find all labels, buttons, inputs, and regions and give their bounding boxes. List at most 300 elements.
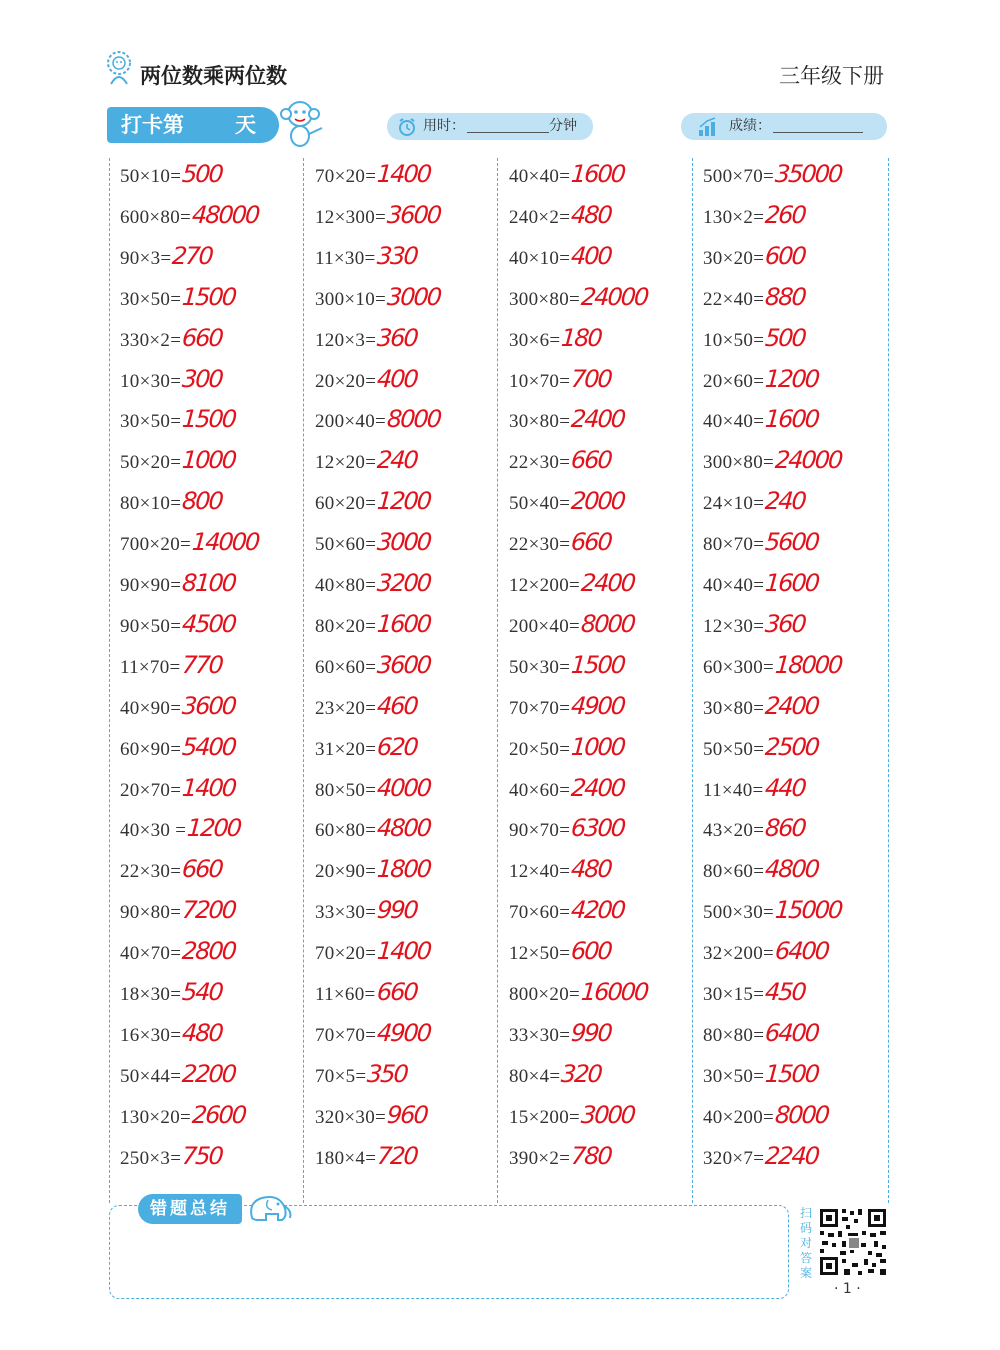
problem-row (110, 1140, 304, 1181)
problem-row (693, 1058, 887, 1099)
grade-label: 三年级下册 (779, 64, 884, 88)
problem-expression: 30×50= (120, 411, 182, 433)
problem-row (693, 240, 887, 281)
problem-expression: 90×90= (120, 575, 182, 596)
problem-row (499, 935, 693, 976)
problem-expression: 600×80= (120, 206, 192, 228)
problem-expression: 40×40= (703, 411, 765, 433)
problem-row (305, 976, 499, 1017)
handwritten-answer: 300 (181, 364, 223, 393)
score-input-line[interactable] (773, 116, 863, 133)
problem-row (305, 1017, 499, 1058)
problem-expression: 80×20= (315, 615, 377, 637)
problem-expression: 12×50= (509, 943, 571, 965)
problem-row (110, 1017, 304, 1058)
problem-expression: 10×50= (703, 329, 765, 351)
problem-row (499, 363, 693, 404)
problem-row (110, 526, 304, 567)
handwritten-answer: 880 (764, 282, 806, 311)
handwritten-answer: 8000 (774, 1100, 830, 1129)
handwritten-answer: 660 (570, 528, 612, 557)
problem-expression: 130×20= (120, 1106, 192, 1128)
handwritten-answer: 14000 (191, 528, 260, 557)
problem-expression: 80×4= (509, 1065, 561, 1087)
problem-row (305, 281, 499, 322)
problem-row (110, 158, 304, 199)
problem-expression: 50×10= (120, 166, 182, 187)
problem-row (499, 812, 693, 853)
problem-expression: 120×3= (315, 329, 377, 351)
handwritten-answer: 4500 (181, 609, 237, 638)
problem-expression: 70×20= (315, 943, 377, 965)
handwritten-answer: 1500 (181, 405, 237, 434)
handwritten-answer: 1600 (764, 405, 820, 434)
problem-expression: 500×30= (703, 902, 775, 924)
handwritten-answer: 1600 (764, 569, 820, 597)
problem-row (110, 199, 304, 240)
handwritten-answer: 2400 (580, 569, 636, 597)
time-used-field (387, 113, 593, 140)
problem-row (693, 567, 887, 608)
handwritten-answer: 48000 (191, 200, 260, 229)
problem-row (693, 608, 887, 649)
problem-expression: 330×2= (120, 329, 182, 351)
problem-row (305, 444, 499, 485)
handwritten-answer: 3000 (376, 528, 432, 557)
handwritten-answer: 3600 (181, 691, 237, 720)
problem-row (305, 199, 499, 240)
problem-expression: 200×40= (315, 411, 387, 433)
time-input-line[interactable] (467, 116, 549, 133)
problem-expression: 30×20= (703, 247, 765, 269)
handwritten-answer: 1400 (376, 937, 432, 966)
handwritten-answer: 2400 (570, 405, 626, 434)
problem-row (499, 322, 693, 363)
problem-row (110, 812, 304, 853)
problem-row (110, 935, 304, 976)
handwritten-answer: 1400 (181, 773, 237, 802)
problem-expression: 11×60= (315, 984, 376, 1005)
problem-row (693, 363, 887, 404)
problem-row (693, 976, 887, 1017)
page-number: · 1 · (834, 1281, 861, 1297)
handwritten-answer: 1000 (181, 446, 237, 475)
book-title: 两位数乘两位数 (140, 64, 287, 88)
problem-row (499, 976, 693, 1017)
handwritten-answer: 3600 (386, 200, 442, 229)
handwritten-answer: 15000 (774, 896, 843, 925)
problem-row (305, 608, 499, 649)
problem-row (110, 772, 304, 813)
bar-chart-icon (697, 116, 719, 138)
problem-expression: 12×20= (315, 452, 377, 474)
handwritten-answer: 1500 (181, 282, 237, 311)
problem-expression: 15×200= (509, 1106, 581, 1128)
problem-row (693, 731, 887, 772)
handwritten-answer: 2400 (570, 773, 626, 802)
scan-for-answers-label: 扫码对答案 (799, 1206, 812, 1280)
handwritten-answer: 770 (181, 650, 223, 679)
problem-row (499, 649, 693, 690)
elephant-icon (244, 1188, 294, 1226)
problem-expression: 10×30= (120, 370, 182, 392)
handwritten-answer: 1400 (376, 160, 432, 188)
problem-expression: 32×200= (703, 943, 775, 965)
problem-expression: 11×30= (315, 247, 376, 269)
problem-expression: 250×3= (120, 1147, 182, 1169)
problem-row (305, 853, 499, 894)
problem-expression: 40×70= (120, 943, 182, 965)
problem-row (305, 403, 499, 444)
handwritten-answer: 180 (560, 323, 602, 352)
handwritten-answer: 1200 (376, 487, 432, 516)
problem-expression: 11×40= (703, 779, 764, 801)
handwritten-answer: 1600 (376, 609, 432, 638)
problem-expression: 12×300= (315, 206, 387, 228)
handwritten-answer: 3200 (376, 569, 432, 597)
handwritten-answer: 600 (764, 241, 806, 270)
problem-row (499, 199, 693, 240)
problem-row (110, 567, 304, 608)
problem-row (499, 1058, 693, 1099)
handwritten-answer: 960 (386, 1100, 428, 1129)
problem-expression: 33×30= (315, 902, 377, 924)
problem-expression: 22×30= (509, 534, 571, 556)
score-label: 成绩： (729, 118, 771, 134)
handwritten-answer: 1000 (570, 732, 626, 761)
qr-code[interactable] (818, 1207, 888, 1277)
problem-expression: 20×20= (315, 370, 377, 392)
problem-row (305, 731, 499, 772)
handwritten-answer: 8100 (181, 569, 237, 597)
handwritten-answer: 400 (376, 364, 418, 393)
error-summary-title: 错题总结 (138, 1194, 242, 1224)
problem-expression: 70×70= (315, 1024, 377, 1046)
problem-expression: 12×30= (703, 615, 765, 637)
problem-expression: 40×40= (703, 575, 765, 596)
handwritten-answer: 3600 (376, 650, 432, 679)
problem-row (693, 935, 887, 976)
handwritten-answer: 2400 (764, 691, 820, 720)
problem-expression: 70×60= (509, 902, 571, 924)
handwritten-answer: 660 (376, 978, 418, 1006)
problem-row (110, 976, 304, 1017)
time-label: 用时： (423, 118, 465, 134)
problem-expression: 30×50= (120, 288, 182, 310)
problem-row (693, 1017, 887, 1058)
problem-expression: 70×20= (315, 166, 377, 187)
problem-row (110, 894, 304, 935)
problem-expression: 300×80= (509, 288, 581, 310)
problem-row (693, 281, 887, 322)
handwritten-answer: 2200 (181, 1059, 237, 1088)
handwritten-answer: 450 (764, 978, 806, 1006)
problem-row (110, 1058, 304, 1099)
day-label-right: 天 (235, 113, 256, 137)
problem-row (693, 158, 887, 199)
handwritten-answer: 8000 (386, 405, 442, 434)
problem-row (693, 812, 887, 853)
problem-expression: 130×2= (703, 206, 765, 228)
handwritten-answer: 800 (181, 487, 223, 516)
problem-row (693, 322, 887, 363)
problem-expression: 20×50= (509, 738, 571, 760)
problem-expression: 30×15= (703, 984, 765, 1005)
problem-expression: 70×5= (315, 1065, 367, 1087)
handwritten-answer: 500 (764, 323, 806, 352)
problem-row (499, 281, 693, 322)
handwritten-answer: 24000 (774, 446, 843, 475)
handwritten-answer: 1500 (570, 650, 626, 679)
score-field (681, 113, 887, 140)
problem-row (499, 444, 693, 485)
handwritten-answer: 480 (570, 200, 612, 229)
handwritten-answer: 400 (570, 241, 612, 270)
problem-row (693, 403, 887, 444)
check-in-day-banner (107, 107, 279, 143)
problem-row (110, 403, 304, 444)
alarm-clock-icon (397, 117, 417, 137)
problem-expression: 90×50= (120, 615, 182, 637)
problem-expression: 80×80= (703, 1024, 765, 1046)
handwritten-answer: 2800 (181, 937, 237, 966)
handwritten-answer: 24000 (580, 282, 649, 311)
handwritten-answer: 16000 (580, 978, 649, 1006)
problem-row (499, 1140, 693, 1181)
problem-row (499, 485, 693, 526)
problem-expression: 31×20= (315, 738, 377, 760)
problem-expression: 60×60= (315, 656, 377, 678)
handwritten-answer: 1200 (764, 364, 820, 393)
handwritten-answer: 260 (764, 200, 806, 229)
problem-row (693, 1140, 887, 1181)
problem-row (499, 526, 693, 567)
problem-expression: 12×200= (509, 575, 581, 596)
problem-row (110, 281, 304, 322)
problem-expression: 30×80= (703, 697, 765, 719)
problem-row (693, 1099, 887, 1140)
day-label-left: 打卡第 (121, 113, 184, 137)
handwritten-answer: 2000 (570, 487, 626, 516)
problem-expression: 33×30= (509, 1024, 571, 1046)
problem-expression: 390×2= (509, 1147, 571, 1169)
problem-row (305, 363, 499, 404)
handwritten-answer: 2500 (764, 732, 820, 761)
problem-expression: 60×300= (703, 656, 775, 678)
problem-expression: 20×70= (120, 779, 182, 801)
problem-row (499, 240, 693, 281)
problem-expression: 90×80= (120, 902, 182, 924)
handwritten-answer: 360 (764, 609, 806, 638)
problem-row (305, 1058, 499, 1099)
time-unit: 分钟 (549, 118, 577, 134)
problem-expression: 70×70= (509, 697, 571, 719)
problem-expression: 40×10= (509, 247, 571, 269)
problem-expression: 50×40= (509, 493, 571, 515)
problem-expression: 80×10= (120, 493, 182, 515)
handwritten-answer: 1800 (376, 855, 432, 884)
problem-row (693, 485, 887, 526)
problem-expression: 23×20= (315, 697, 377, 719)
problem-row (499, 567, 693, 608)
problem-expression: 40×30 = (120, 820, 187, 842)
problem-row (110, 1099, 304, 1140)
problem-expression: 50×30= (509, 656, 571, 678)
problem-expression: 11×70= (120, 656, 181, 678)
handwritten-answer: 4900 (376, 1018, 432, 1047)
problem-row (499, 894, 693, 935)
problem-expression: 20×90= (315, 861, 377, 883)
problem-expression: 22×30= (509, 452, 571, 474)
handwritten-answer: 1200 (186, 814, 242, 843)
problem-expression: 30×6= (509, 329, 561, 351)
handwritten-answer: 4200 (570, 896, 626, 925)
problem-expression: 43×20= (703, 820, 765, 842)
handwritten-answer: 4900 (570, 691, 626, 720)
problem-expression: 60×90= (120, 738, 182, 760)
problem-row (305, 158, 499, 199)
handwritten-answer: 1600 (570, 160, 626, 188)
problem-expression: 80×50= (315, 779, 377, 801)
problem-row (693, 649, 887, 690)
handwritten-answer: 990 (570, 1018, 612, 1047)
handwritten-answer: 240 (376, 446, 418, 475)
problem-expression: 320×30= (315, 1106, 387, 1128)
handwritten-answer: 6400 (764, 1018, 820, 1047)
problem-row (110, 363, 304, 404)
problem-row (110, 444, 304, 485)
problem-row (110, 731, 304, 772)
handwritten-answer: 4000 (376, 773, 432, 802)
problem-expression: 22×40= (703, 288, 765, 310)
problem-row (305, 485, 499, 526)
problem-expression: 16×30= (120, 1024, 182, 1046)
problem-row (693, 199, 887, 240)
handwritten-answer: 480 (181, 1018, 223, 1047)
handwritten-answer: 8000 (580, 609, 636, 638)
handwritten-answer: 780 (570, 1141, 612, 1170)
problem-expression: 50×20= (120, 452, 182, 474)
handwritten-answer: 320 (560, 1059, 602, 1088)
problem-row (305, 322, 499, 363)
handwritten-answer: 35000 (774, 160, 843, 188)
problem-expression: 12×40= (509, 861, 571, 883)
handwritten-answer: 500 (181, 160, 223, 188)
problem-expression: 50×60= (315, 534, 377, 556)
handwritten-answer: 1500 (764, 1059, 820, 1088)
handwritten-answer: 700 (570, 364, 612, 393)
handwritten-answer: 440 (764, 773, 806, 802)
problem-row (305, 1099, 499, 1140)
problem-expression: 40×90= (120, 697, 182, 719)
problem-row (499, 403, 693, 444)
problem-expression: 300×80= (703, 452, 775, 474)
problem-expression: 320×7= (703, 1147, 765, 1169)
problem-row (499, 853, 693, 894)
problem-expression: 300×10= (315, 288, 387, 310)
problem-expression: 80×70= (703, 534, 765, 556)
problem-expression: 40×80= (315, 575, 377, 596)
problem-expression: 90×70= (509, 820, 571, 842)
handwritten-answer: 3000 (386, 282, 442, 311)
problem-row (305, 1140, 499, 1181)
handwritten-answer: 4800 (764, 855, 820, 884)
problem-row (110, 608, 304, 649)
handwritten-answer: 350 (366, 1059, 408, 1088)
problem-row (499, 1017, 693, 1058)
problem-row (693, 690, 887, 731)
problem-row (693, 526, 887, 567)
handwritten-answer: 600 (570, 937, 612, 966)
handwritten-answer: 3000 (580, 1100, 636, 1129)
handwritten-answer: 330 (376, 241, 418, 270)
problem-row (305, 526, 499, 567)
handwritten-answer: 860 (764, 814, 806, 843)
problem-row (693, 772, 887, 813)
problem-expression: 40×40= (509, 166, 571, 187)
problem-row (305, 240, 499, 281)
problem-row (305, 772, 499, 813)
problem-expression: 700×20= (120, 534, 192, 556)
handwritten-answer: 2600 (191, 1100, 247, 1129)
problem-row (499, 690, 693, 731)
problem-expression: 40×60= (509, 779, 571, 801)
problem-row (499, 158, 693, 199)
problem-expression: 10×70= (509, 370, 571, 392)
problem-expression: 22×30= (120, 861, 182, 883)
problem-row (499, 1099, 693, 1140)
handwritten-answer: 5600 (764, 528, 820, 557)
problem-expression: 30×50= (703, 1065, 765, 1087)
problem-expression: 50×50= (703, 738, 765, 760)
handwritten-answer: 7200 (181, 896, 237, 925)
problem-row (693, 894, 887, 935)
problem-row (693, 444, 887, 485)
handwritten-answer: 4800 (376, 814, 432, 843)
handwritten-answer: 660 (181, 323, 223, 352)
handwritten-answer: 620 (376, 732, 418, 761)
problem-expression: 500×70= (703, 166, 775, 187)
problem-expression: 60×80= (315, 820, 377, 842)
problem-row (499, 608, 693, 649)
handwritten-answer: 5400 (181, 732, 237, 761)
problem-row (305, 649, 499, 690)
problem-row (305, 567, 499, 608)
problem-expression: 240×2= (509, 206, 571, 228)
problem-expression: 90×3= (120, 247, 172, 269)
problem-row (305, 894, 499, 935)
monkey-icon (276, 98, 328, 148)
problem-row (305, 812, 499, 853)
problem-expression: 30×80= (509, 411, 571, 433)
problem-row (693, 853, 887, 894)
problem-expression: 18×30= (120, 984, 182, 1005)
problem-expression: 200×40= (509, 615, 581, 637)
problem-expression: 20×60= (703, 370, 765, 392)
handwritten-answer: 460 (376, 691, 418, 720)
handwritten-answer: 2240 (764, 1141, 820, 1170)
problem-row (305, 690, 499, 731)
problem-expression: 24×10= (703, 493, 765, 515)
problem-row (110, 485, 304, 526)
handwritten-answer: 18000 (774, 650, 843, 679)
handwritten-answer: 6300 (570, 814, 626, 843)
handwritten-answer: 660 (570, 446, 612, 475)
problem-expression: 60×20= (315, 493, 377, 515)
problem-row (110, 240, 304, 281)
problem-row (110, 853, 304, 894)
problem-row (305, 935, 499, 976)
